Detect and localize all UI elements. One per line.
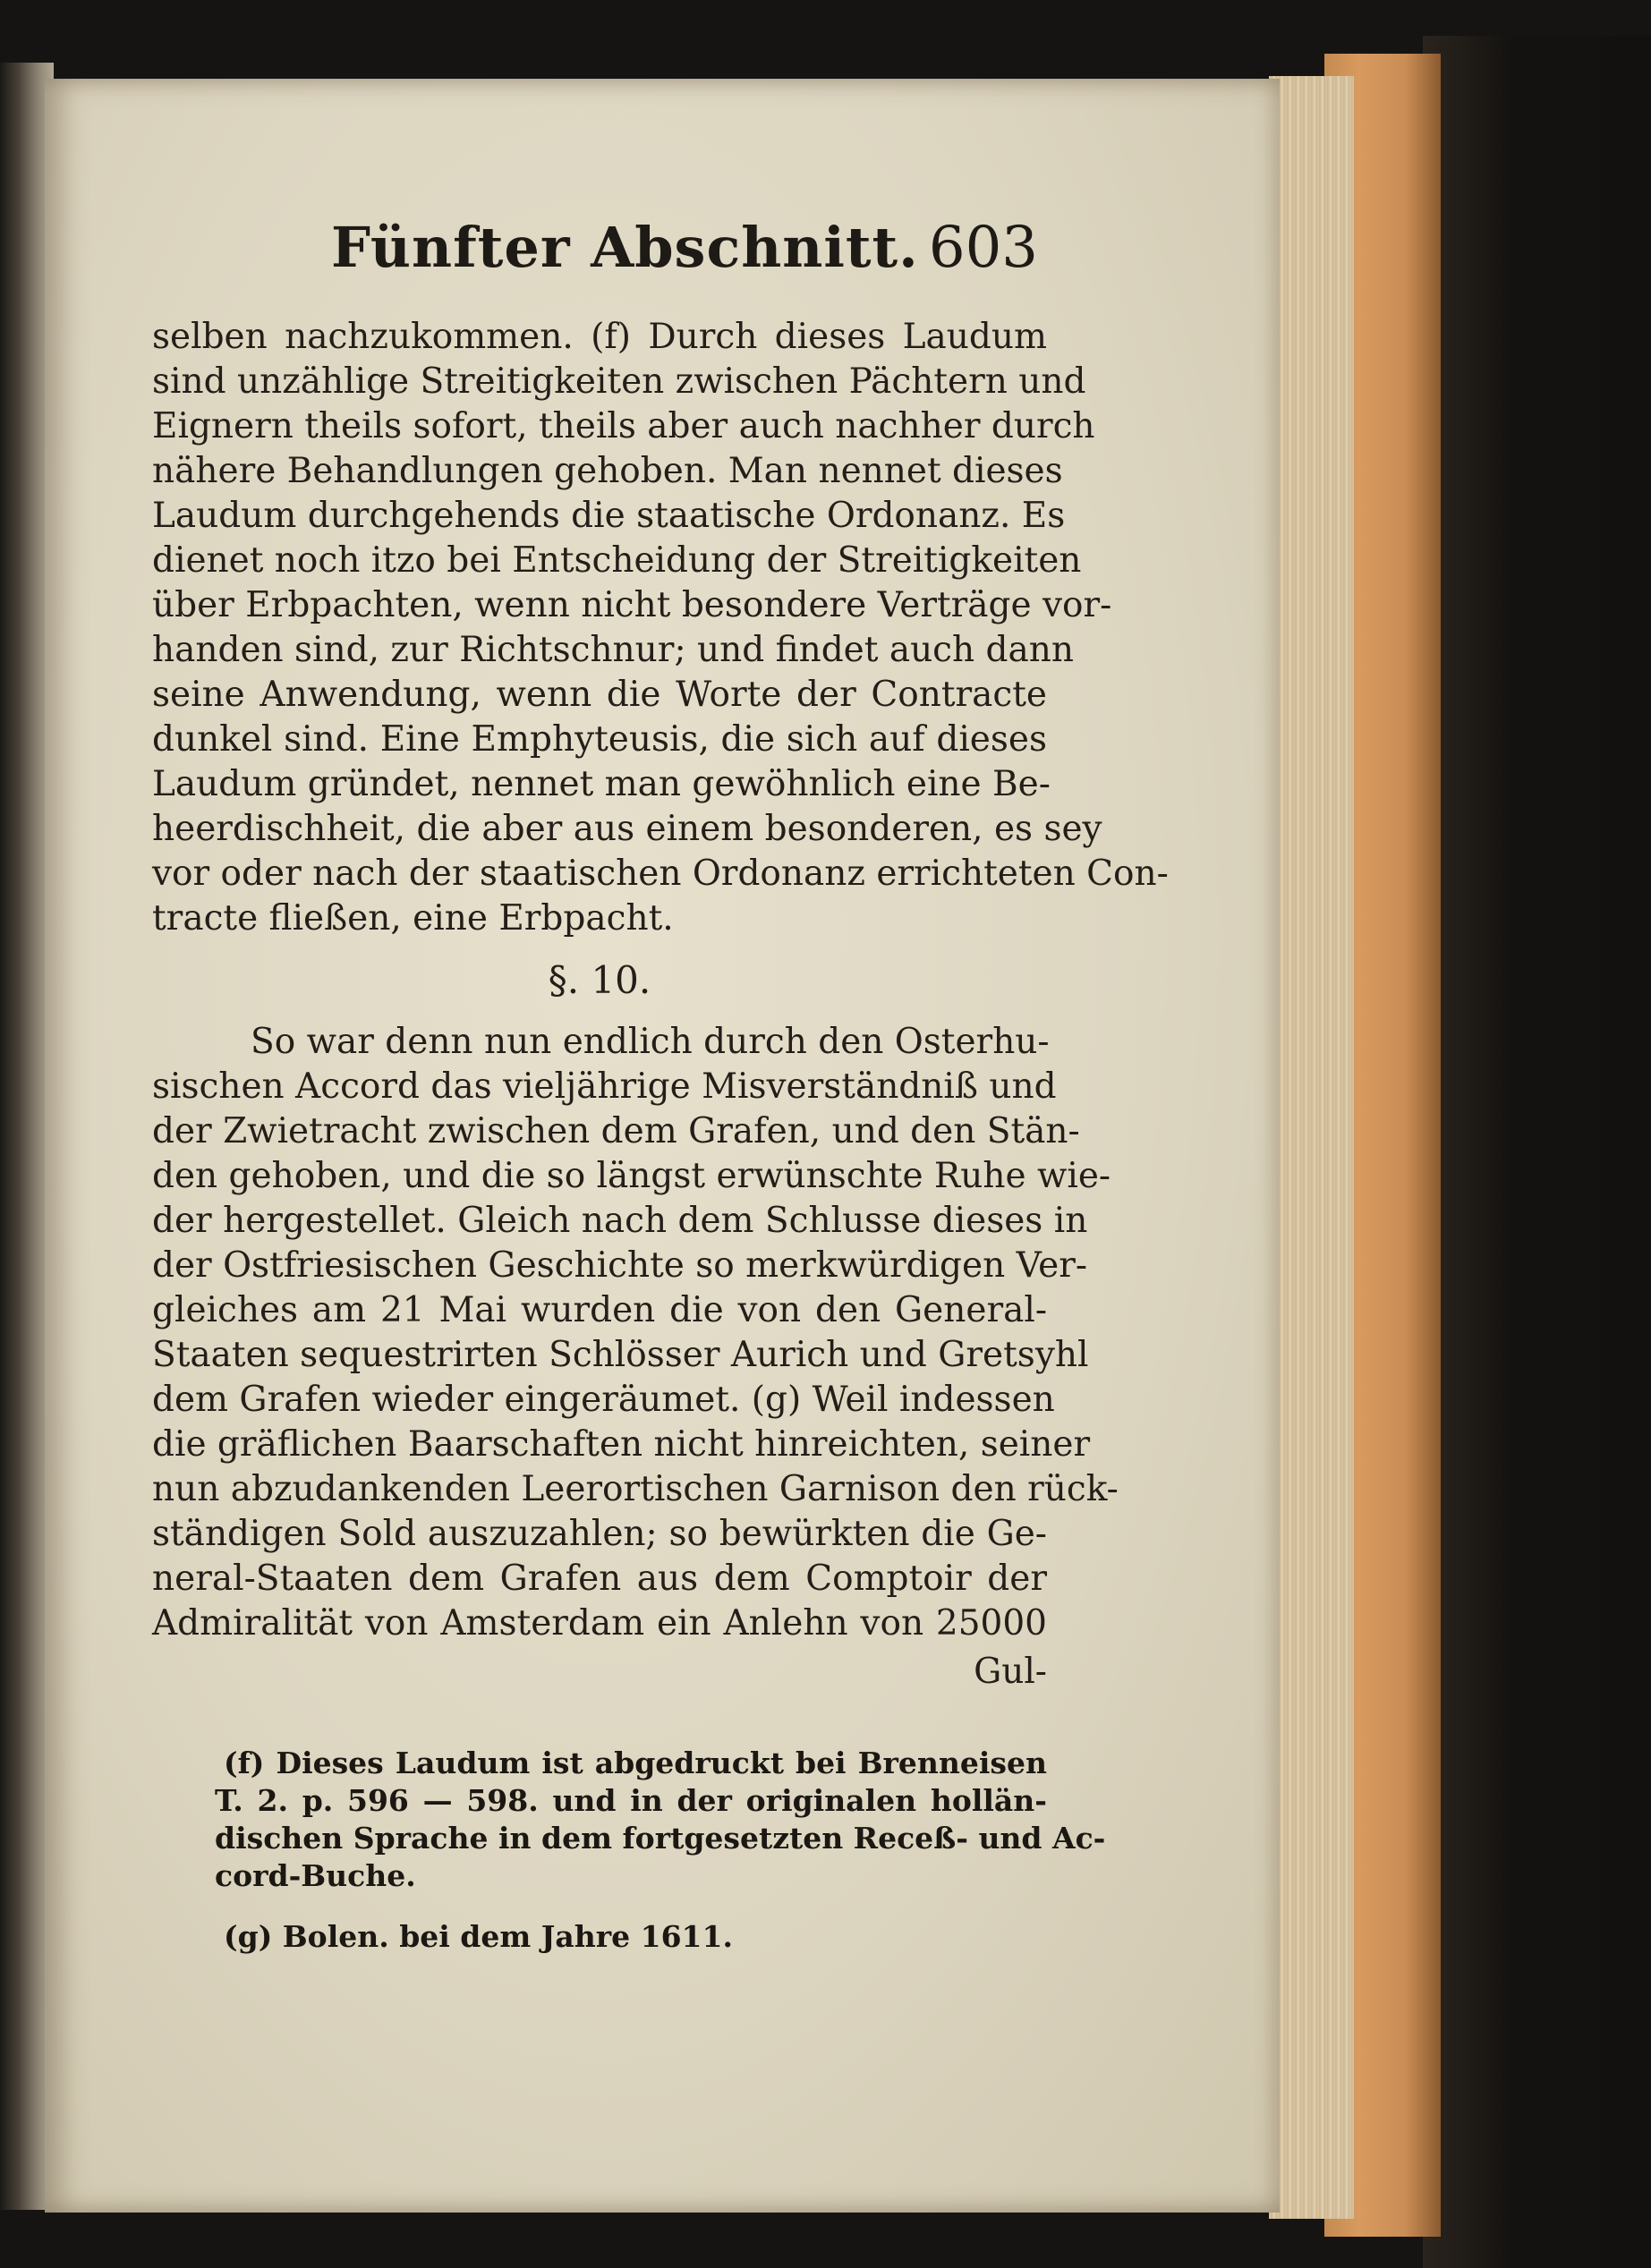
text-line: nun abzudankenden Leerortischen Garnison den rück- [152, 1469, 1119, 1509]
text-line: seine Anwendung, wenn die Worte der Contracte [152, 675, 1047, 715]
text-line: dem Grafen wieder eingeräumet. (g) Weil indessen [152, 1380, 1055, 1420]
text-line: handen sind, zur Richtschnur; und findet auch dann [152, 630, 1074, 670]
footnotes [215, 1745, 1106, 1956]
background-shadow [1423, 36, 1651, 2268]
text-line: sischen Accord das vieljährige Misverständniß und [152, 1066, 1057, 1107]
text-line: heerdischheit, die aber aus einem besonderen, es sey [152, 809, 1102, 849]
text-line: Laudum gründet, nennet man gewöhnlich eine Be- [152, 764, 1051, 804]
text-line: der hergestellet. Gleich nach dem Schlusse dieses in [152, 1201, 1088, 1241]
main-text [152, 315, 1169, 1698]
text-line: nähere Behandlungen gehoben. Man nennet dieses [152, 451, 1063, 491]
text-line: tracte fließen, eine Erbpacht. [152, 898, 674, 939]
page-edges [1269, 76, 1354, 2219]
text-line: den gehoben, und die so längst erwünschte Ruhe wie- [152, 1156, 1111, 1196]
text-line: sind unzählige Streitigkeiten zwischen Pächtern und [152, 361, 1086, 402]
footnote-line: T. 2. p. 596 — 598. und in der originalen hollän- [215, 1783, 1047, 1818]
running-header [331, 215, 1038, 300]
text-line: Staaten sequestrirten Schlösser Aurich und Gretsyhl [152, 1335, 1089, 1375]
section-heading: §. 10. [548, 958, 651, 1002]
text-line: gleiches am 21 Mai wurden die von den General- [152, 1290, 1047, 1330]
text-line: Admiralität von Amsterdam ein Anlehn von 25000 [152, 1603, 1047, 1644]
text-line: dienet noch itzo bei Entscheidung der Streitigkeiten [152, 540, 1082, 581]
footnote-g: (g) Bolen. bei dem Jahre 1611. [224, 1919, 733, 1954]
chapter-title: Fünfter Abschnitt. [331, 215, 919, 280]
text-line: die gräflichen Baarschaften nicht hinreichten, seiner [152, 1424, 1091, 1465]
text-line: ständigen Sold auszuzahlen; so bewürkten die Ge- [152, 1514, 1047, 1554]
text-line: der Ostfriesischen Geschichte so merkwürdigen Ver- [152, 1245, 1088, 1286]
footnote-line: dischen Sprache in dem fortgesetzten Receß- und Ac- [215, 1821, 1106, 1856]
text-line: selben nachzukommen. (f) Durch dieses Laudum [152, 317, 1047, 357]
footnote-line: (f) Dieses Laudum ist abgedruckt bei Brenneisen [224, 1746, 1047, 1780]
catchword: Gul- [974, 1652, 1047, 1692]
text-line: vor oder nach der staatischen Ordonanz errichteten Con- [152, 854, 1169, 894]
text-line: Laudum durchgehends die staatische Ordonanz. Es [152, 496, 1066, 536]
text-line: der Zwietracht zwischen dem Grafen, und den Stän- [152, 1111, 1080, 1151]
page-number: 603 [928, 215, 1038, 281]
text-line: über Erbpachten, wenn nicht besondere Verträge vor- [152, 585, 1112, 625]
paragraph-1 [152, 315, 1169, 941]
text-line: neral-Staaten dem Grafen aus dem Comptoir der [152, 1559, 1047, 1599]
text-line: Eignern theils sofort, theils aber auch nachher durch [152, 406, 1095, 446]
text-line: dunkel sind. Eine Emphyteusis, die sich auf dieses [152, 719, 1047, 760]
footnote-f [215, 1745, 1106, 1895]
text-line: So war denn nun endlich durch den Osterhu- [251, 1022, 1050, 1062]
footnote-line: cord-Buche. [215, 1858, 416, 1893]
paragraph-2 [152, 1020, 1119, 1646]
